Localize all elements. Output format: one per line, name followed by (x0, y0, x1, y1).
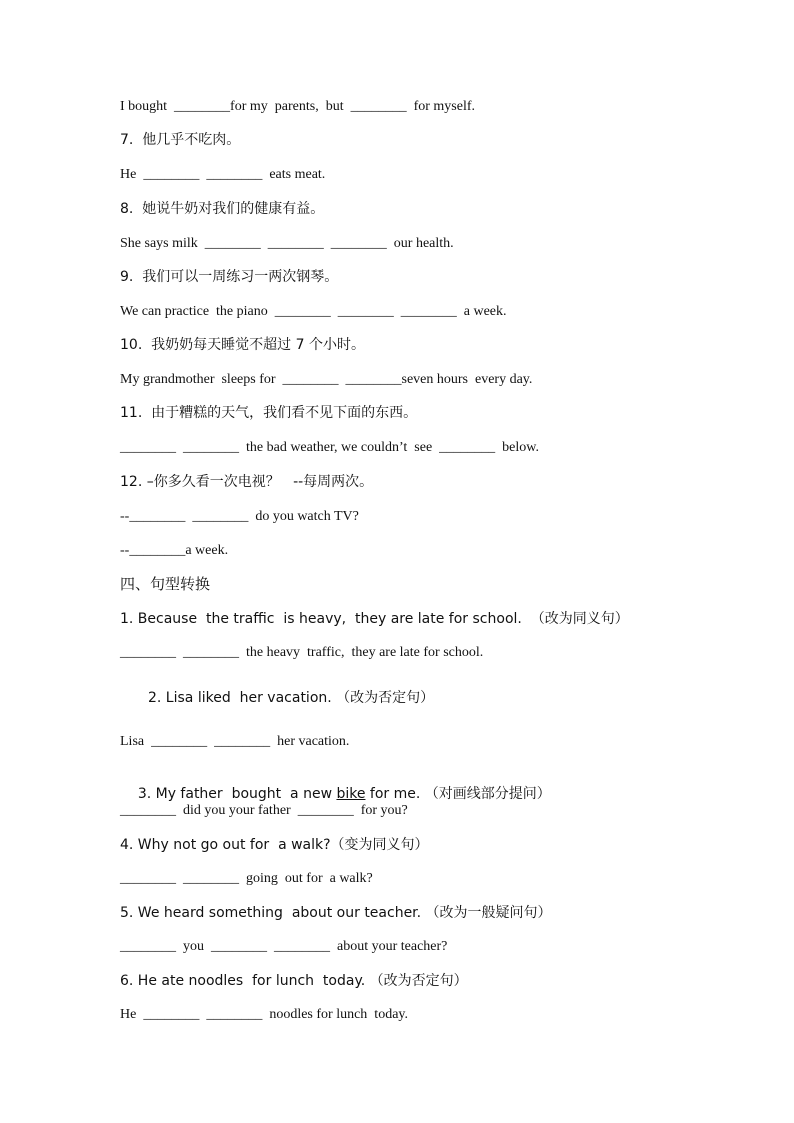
sentence-line: ________ ________ the heavy traffic, they are late for school. (120, 645, 484, 660)
sentence-line: ________ ________ going out for a walk? (120, 871, 373, 886)
sentence-line: My grandmother sleeps for ________ ________seven hours every day. (120, 372, 533, 387)
chinese-prompt: 8. 她说牛奶对我们的健康有益。 (120, 201, 325, 217)
sentence-line: I bought ________for my parents, but ________ for myself. (120, 99, 476, 114)
section-heading: 四、句型转换 (120, 575, 211, 593)
sentence-line: ________ you ________ ________ about your teacher? (120, 939, 448, 954)
sentence-line: We can practice the piano ________ ________ ________ a week. (120, 304, 507, 319)
prompt-text: for me. （对画线部分提问） (365, 786, 551, 802)
sentence-line: ________ did you your father ________ for you? (120, 803, 408, 818)
underlined-word: bike (336, 786, 366, 802)
sentence-line: Lisa ________ ________ her vacation. (120, 734, 350, 749)
exercise-prompt: 6. He ate noodles for lunch today. （改为否定句） (120, 973, 468, 989)
sentence-line: --________ ________ do you watch TV? (120, 509, 359, 524)
exercise-prompt: 1. Because the traffic is heavy, they are late for school. （改为同义句） (120, 611, 629, 627)
exercise-prompt: 2. Lisa liked her vacation. （改为否定句） (148, 690, 435, 706)
chinese-prompt: 12. –你多久看一次电视？ --每周两次。 (120, 474, 374, 490)
sentence-line: --________a week. (120, 543, 229, 558)
sentence-line: He ________ ________ noodles for lunch today. (120, 1007, 408, 1022)
prompt-text: 3. My father bought a new (137, 786, 337, 802)
sentence-line: She says milk ________ ________ ________ our health. (120, 236, 454, 251)
chinese-prompt: 10. 我奶奶每天睡觉不超过 7 个小时。 (120, 337, 365, 353)
chinese-prompt: 7. 他几乎不吃肉。 (120, 132, 241, 148)
sentence-line: He ________ ________ eats meat. (120, 167, 326, 182)
exercise-prompt: 4. Why not go out for a walk?（变为同义句） (120, 837, 429, 853)
chinese-prompt: 11. 由于糟糕的天气，我们看不见下面的东西。 (120, 405, 418, 421)
exercise-prompt: 5. We heard something about our teacher. （改为一般疑问句） (120, 905, 552, 921)
chinese-prompt: 9. 我们可以一周练习一两次钢琴。 (120, 269, 339, 285)
sentence-line: ________ ________ the bad weather, we couldn’t see ________ below. (120, 440, 539, 455)
